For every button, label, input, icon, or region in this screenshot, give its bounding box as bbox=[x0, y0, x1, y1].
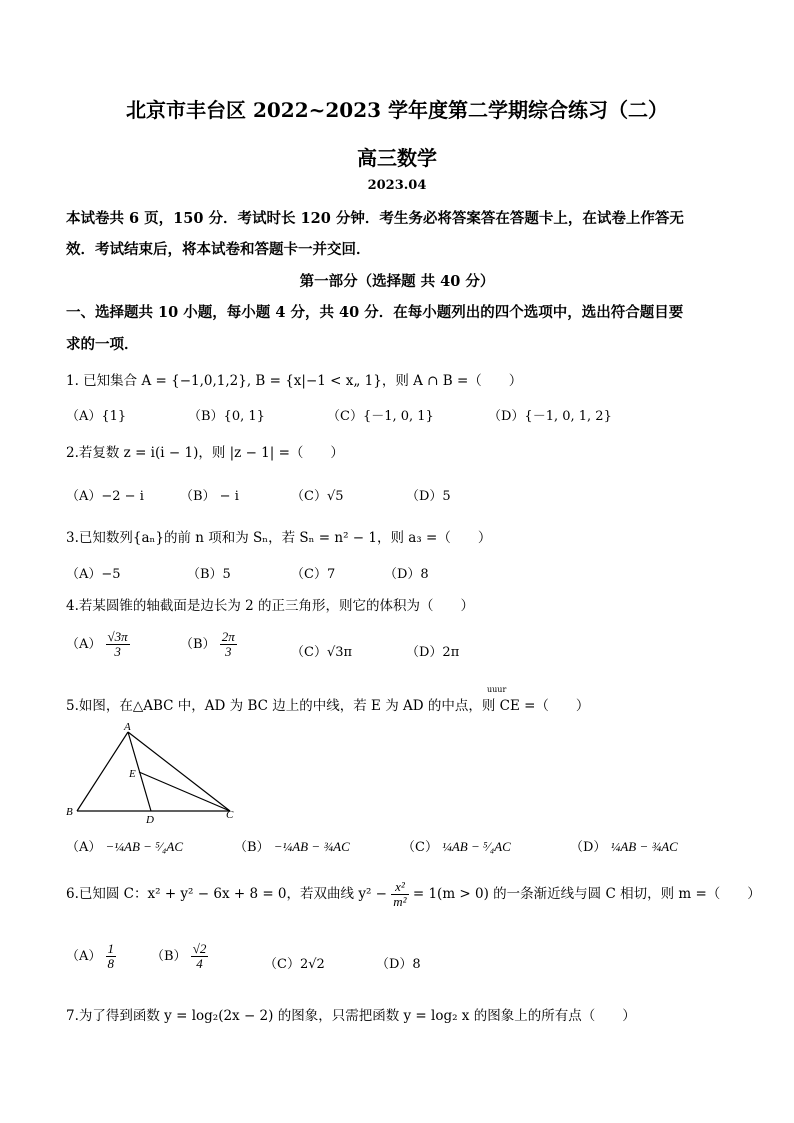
stem-part-1: 6.已知圆 C：x² + y² − 6x + 8 = 0，若双曲线 y² − bbox=[66, 886, 387, 902]
exam-subject: 高三数学 bbox=[357, 146, 437, 170]
section-instruction-2: 求的一项． bbox=[66, 336, 139, 353]
exam-date: 2023.04 bbox=[367, 178, 427, 193]
vector-arrow-mark: uuur bbox=[487, 685, 507, 694]
question-1-stem: 1. 已知集合 A = {−1,0,1,2}, B = {x|−1 < x„ 1}，则 A ∩ B =（ ） bbox=[66, 373, 523, 389]
question-4-option-d: （D）2π bbox=[406, 645, 460, 660]
question-3-stem: 3.已知数列{aₙ}的前 n 项和为 Sₙ，若 Sₙ = n² − 1，则 a₃ =（ ） bbox=[66, 530, 492, 546]
question-4-option-a bbox=[66, 630, 130, 659]
option-letter: （B） bbox=[234, 840, 270, 855]
exam-title: 北京市丰台区 2022~2023 学年度第二学期综合练习（二） bbox=[125, 98, 668, 122]
question-6-stem bbox=[66, 880, 761, 909]
option-expression: ¼AB − ⁵⁄₄AC bbox=[442, 839, 511, 854]
question-6-option-b bbox=[151, 942, 208, 971]
option-letter: （B） bbox=[151, 949, 187, 964]
fraction bbox=[106, 942, 117, 971]
point-label-e: E bbox=[129, 768, 136, 780]
intro-line-2: 效．考试结束后，将本试卷和答题卡一并交回． bbox=[66, 241, 371, 258]
question-2-option-d: （D）5 bbox=[406, 489, 451, 504]
question-4-option-c: （C）√3π bbox=[291, 645, 353, 660]
question-7-stem: 7.为了得到函数 y = log₂(2x − 2) 的图象，只需把函数 y = log₂ x 的图象上的所有点（ ） bbox=[66, 1008, 636, 1024]
fraction bbox=[191, 942, 209, 971]
question-5-option-d bbox=[570, 836, 678, 855]
vertex-label-c: C bbox=[226, 809, 234, 821]
intro-line-1: 本试卷共 6 页，150 分．考试时长 120 分钟．考生务必将答案答在答题卡上，在试卷上作答无 bbox=[66, 210, 684, 227]
question-1-option-a: （A）{1} bbox=[66, 409, 127, 424]
question-2-option-c: （C）√5 bbox=[291, 489, 344, 504]
fraction-denominator: 3 bbox=[224, 644, 232, 659]
part-title: 第一部分（选择题 共 40 分） bbox=[299, 273, 495, 290]
fraction bbox=[220, 630, 237, 659]
question-3-option-c: （C）7 bbox=[291, 567, 336, 582]
option-expression: −¼AB − ¾AC bbox=[273, 839, 350, 854]
option-letter: （C） bbox=[402, 840, 438, 855]
question-6-option-d: （D）8 bbox=[376, 957, 421, 972]
fraction-numerator: √3π bbox=[107, 629, 128, 644]
question-3-option-d: （D）8 bbox=[384, 567, 429, 582]
segment-ce bbox=[139, 772, 230, 811]
question-6-option-a bbox=[66, 942, 116, 971]
fraction-denominator: 3 bbox=[114, 644, 121, 659]
option-letter: （A） bbox=[66, 637, 102, 652]
question-2-option-b: （B） − i bbox=[180, 489, 239, 504]
option-letter: （B） bbox=[180, 637, 216, 652]
section-instruction-1: 一、选择题共 10 小题，每小题 4 分，共 40 分．在每小题列出的四个选项中，选出符合题目要 bbox=[66, 304, 684, 321]
question-5-option-c bbox=[402, 836, 511, 855]
question-4-stem: 4.若某圆锥的轴截面是边长为 2 的正三角形，则它的体积为（ ） bbox=[66, 598, 475, 614]
fraction-denominator: m² bbox=[393, 894, 407, 909]
question-2-stem: 2.若复数 z = i(i − 1)，则 |z − 1| =（ ） bbox=[66, 445, 344, 461]
question-1-option-c: （C）{－1, 0, 1} bbox=[327, 409, 434, 424]
option-letter: （A） bbox=[66, 840, 102, 855]
triangle-figure bbox=[60, 722, 240, 827]
fraction-numerator: x² bbox=[391, 880, 408, 895]
question-5-stem: 5.如图，在△ABC 中，AD 为 BC 边上的中线，若 E 为 AD 的中点，则 CE =（ ） bbox=[66, 698, 590, 714]
fraction bbox=[391, 880, 408, 909]
fraction-numerator: 1 bbox=[107, 941, 115, 956]
side-ac bbox=[128, 732, 230, 811]
fraction-numerator: √2 bbox=[192, 941, 207, 956]
vertex-label-b: B bbox=[66, 806, 73, 818]
stem-part-2: = 1(m > 0) 的一条渐近线与圆 C 相切，则 m =（ ） bbox=[412, 886, 761, 902]
question-3-option-b: （B）5 bbox=[187, 567, 231, 582]
fraction-numerator: 2π bbox=[221, 629, 235, 644]
option-letter: （D） bbox=[570, 840, 607, 855]
question-1-option-d: （D）{－1, 0, 1, 2} bbox=[488, 409, 612, 424]
fraction-denominator: 4 bbox=[196, 956, 203, 971]
point-label-d: D bbox=[146, 814, 154, 826]
question-6-option-c: （C）2√2 bbox=[264, 957, 325, 972]
side-ab bbox=[77, 732, 128, 811]
fraction bbox=[106, 630, 130, 659]
option-letter: （A） bbox=[66, 949, 102, 964]
fraction-denominator: 8 bbox=[107, 956, 115, 971]
question-4-option-b bbox=[180, 630, 237, 659]
question-5-option-b bbox=[234, 836, 350, 855]
question-3-option-a: （A）−5 bbox=[66, 567, 121, 582]
question-2-option-a: （A）−2 − i bbox=[66, 489, 144, 504]
vertex-label-a: A bbox=[124, 722, 131, 733]
option-expression: ¼AB − ¾AC bbox=[610, 839, 678, 854]
option-expression: −¼AB − ⁵⁄₄AC bbox=[105, 839, 184, 854]
question-1-option-b: （B）{0, 1} bbox=[188, 409, 265, 424]
question-5-option-a bbox=[66, 836, 183, 855]
